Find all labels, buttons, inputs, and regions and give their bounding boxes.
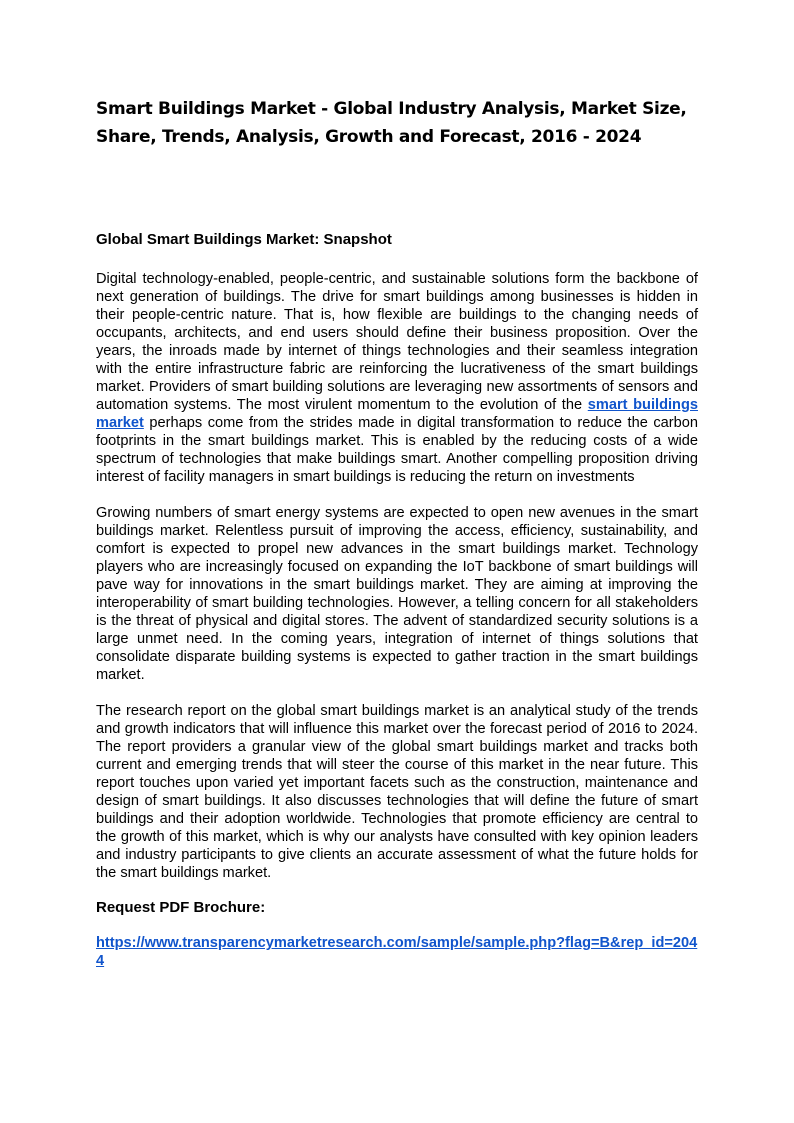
- paragraph-1-text-after-link: perhaps come from the strides made in digital transformation to reduce the carbon footprints in the smart buildings market. This is enabled by the reducing costs of a wide spectrum of technologies that make buildings smart. Another compelling proposition driving interest of facility managers in smart buildings is reducing the return on investments: [96, 415, 698, 485]
- paragraph-1-text-before-link: Digital technology-enabled, people-centric, and sustainable solutions form the backbone of next generation of buildings. The drive for smart buildings among businesses is hidden in their people-centric nature. That is, how flexible are buildings to the changing needs of occupants, architects, and end users should define their business proposition. Over the years, the inroads made by internet of things technologies and their seamless integration with the entire infrastructure fabric are reinforcing the lucrativeness of the smart buildings market. Providers of smart building solutions are leveraging new assortments of sensors and automation systems. The most virulent momentum to the evolution of the: [96, 271, 698, 413]
- brochure-sample-link[interactable]: https://www.transparencymarketresearch.com/sample/sample.php?flag=B&rep_id=2044: [96, 935, 698, 969]
- document-page: [96, 95, 698, 970]
- smart-buildings-market-link[interactable]: smart buildings market: [96, 397, 698, 431]
- request-brochure-heading: Request PDF Brochure:: [96, 899, 266, 916]
- paragraph-snapshot-intro: [96, 270, 698, 486]
- paragraph-growth-drivers: Growing numbers of smart energy systems are expected to open new avenues in the smart buildings market. Relentless pursuit of improving the access, efficiency, sustainability, and comfort is expected to propel new advances in the smart buildings market. Technology players who are increasingly focused on expanding the IoT backbone of smart buildings will pave way for innovations in the smart buildings market. They are aiming at improving the interoperability of smart building technologies. However, a telling concern for all stakeholders is the threat of physical and digital stores. The advent of standardized security solutions is a large unmet need. In the coming years, integration of internet of things solutions that consolidate disparate building systems is expected to gather traction in the smart buildings market.: [96, 505, 698, 683]
- paragraph-research-report: The research report on the global smart buildings market is an analytical study of the trends and growth indicators that will influence this market over the forecast period of 2016 to 2024. The report providers a granular view of the global smart buildings market and tracks both current and emerging trends that will steer the course of this market in the near future. This report touches upon varied yet important facets such as the construction, maintenance and design of smart buildings. It also discusses technologies that will define the future of smart buildings and their adoption worldwide. Technologies that promote efficiency are central to the growth of this market, which is why our analysts have consulted with key opinion leaders and industry participants to give clients an accurate assessment of what the future holds for the smart buildings market.: [96, 703, 698, 881]
- snapshot-heading: Global Smart Buildings Market: Snapshot: [96, 231, 392, 248]
- document-title: Smart Buildings Market - Global Industry Analysis, Market Size, Share, Trends, Analysis, Growth and Forecast, 2016 - 2024: [96, 99, 687, 147]
